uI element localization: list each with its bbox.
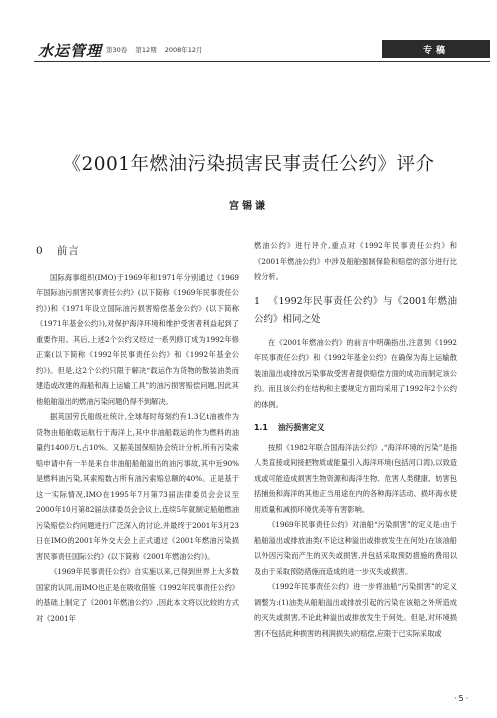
paragraph: 在《2001年燃油公约》的前言中明确指出,注意到《1992年民事责任公约》和《1992年基金公约》在确保为海上运输散装油溢出或排放污染事故受害者提供赔偿方面的成功而制定该公约。而且该公约在结构和主要规定方面均采用了1992年2个公约的体例。 xyxy=(254,337,457,409)
section-number: 1 xyxy=(254,295,261,307)
left-column xyxy=(36,238,239,626)
page-number: ·5· xyxy=(454,694,471,703)
issue-label: 第12期 xyxy=(135,46,157,54)
subsection-title: 油污损害定义 xyxy=(277,423,325,432)
paragraph: 燃油公约》进行评介,重点对《1992年民事责任公约》和《2001年燃油公约》中涉及船舶强制保险和赔偿的部分进行比较分析。 xyxy=(254,241,457,281)
section-heading-0 xyxy=(36,244,239,260)
article-author: 宫锡谦 xyxy=(229,201,268,212)
paragraph: 按照《1982年联合国海洋法公约》,“海洋环境的污染”是指人类直接或间接把物质或能量引入海洋环境(包括河口湾),以致造成或可能造成损害生物资源和海洋生物、危害人类健康、妨害包括捕鱼和海洋的其他正当用途在内的各种海洋活动、损坏海水使用质量和减损环境优美等有害影响。 xyxy=(254,442,457,514)
date-label: 2008年12月 xyxy=(164,46,203,54)
right-column xyxy=(254,238,457,641)
subsection-heading xyxy=(254,420,457,436)
section-banner: 专稿 xyxy=(382,40,490,58)
section-number: 0 xyxy=(36,245,44,257)
paragraph: 国际海事组织(IMO)于1969年和1971年分别通过《1969年国际油污损害民事责任公约》(以下简称《1969年民事责任公约》)和《1971年设立国际油污损害赔偿基金公约》(以下简称《1971年基金公约》),对保护海洋环境和维护受害者利益起到了重要作用。其后,上述2个公约又经过一系列修订成为1992年修正案(以下简称《1992年民事责任公约》和《1992年基金公约》)。但是,这2个公约只限于解决“载运作为货物的散装油类而建造或改建的海船和海上运输工具”的油污损害赔偿问题,因此其他船舶溢出的燃油污染问题仍得不到解决。 xyxy=(36,272,239,406)
paragraph: 据英国劳氏船级社统计,全球每时每刻约有1.3亿t油被作为货物由船舶载运航行于海洋上,其中非油船载运的作为燃料的油量约1400万t,占10%。又据美国保赔协会统计分析,所有污染索赔申请中有一半是来自非油船船舶溢出的油污事故,其中近90%是燃料油污染,其索赔数占所有油污索赔总额的40%。正是基于这一实际情况,IMO在1995年7月第73届法律委员会会议至2000年10月第82届法律委员会会议上,连续5年就制定船舶燃油污染赔偿公约问题进行广泛深入的讨论,并最终于2001年3月23日在IMO的2001年外交大会上正式通过《2001年燃油污染损害民事责任国际公约》(以下简称《2001年燃油公约》)。 xyxy=(36,412,239,561)
paragraph: 《1992年民事责任公约》进一步将油船“污染损害”的定义调整为:(1)油类从船舶溢出或排放引起的污染在该船之外所造成的灭失或损害,不论此种溢出或排放发生于何处。但是,对环境损害(不包括此种损害的利润损失)的赔偿,应限于已实际采取或 xyxy=(254,582,457,638)
header-rule xyxy=(34,61,490,62)
article-title: 《2001年燃油污染损害民事责任公约》评介 xyxy=(62,154,435,175)
section-title: 《1992年民事责任公约》与《2001年燃油公约》相同之处 xyxy=(254,295,457,325)
volume-label: 第30卷 xyxy=(106,46,128,54)
page-header xyxy=(0,0,497,66)
paragraph: 《1969年民事责任公约》自实施以来,已得到世界上大多数国家的认同,而IMO也正是在吸收借鉴《1992年民事责任公约》的基础上制定了《2001年燃油公约》,因此本文将以比较的方式对《2001年 xyxy=(36,567,239,623)
issue-info xyxy=(106,45,209,54)
section-heading-1 xyxy=(254,293,457,329)
subsection-number: 1.1 xyxy=(254,423,268,432)
section-title: 前言 xyxy=(56,245,80,257)
journal-logo: 水运管理 xyxy=(38,42,103,60)
paragraph: 《1969年民事责任公约》对油船“污染损害”的定义是:由于船舶溢出或排放油类(不论这种溢出或排放发生在何处)在该油船以外因污染而产生的灭失或损害,并包括采取预防措施的费用以及由于采取预防措施而造成的进一步灭失或损害。 xyxy=(254,520,457,576)
